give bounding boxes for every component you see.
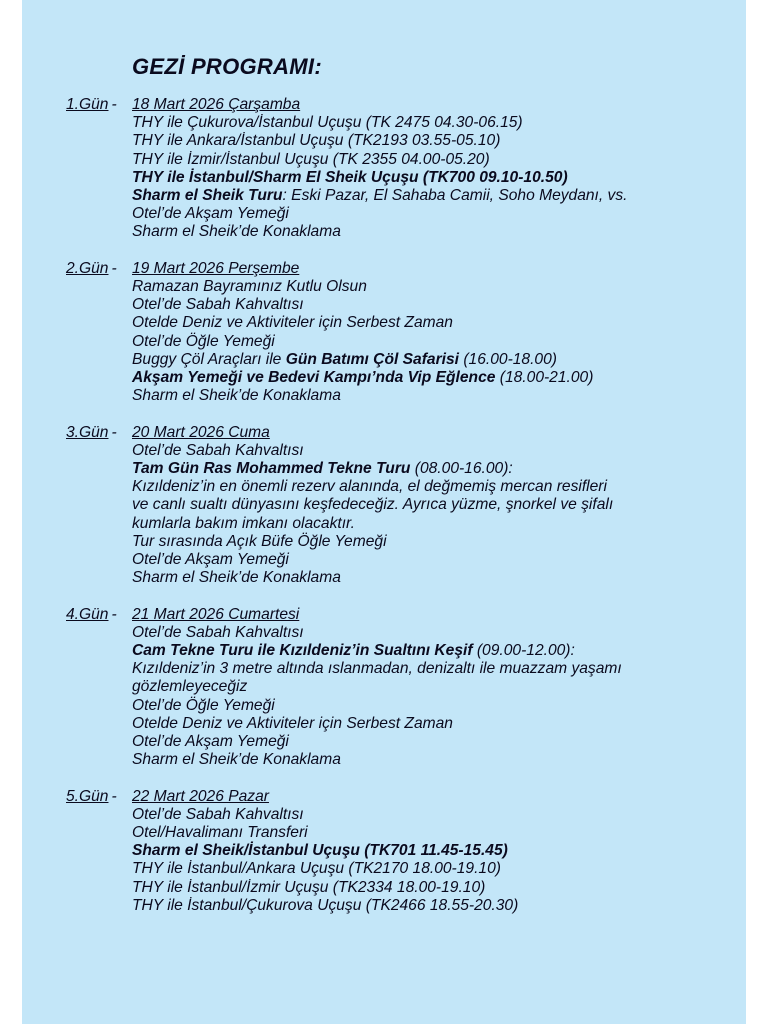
activity-text: Sharm el Sheik’de Konaklama xyxy=(132,751,341,769)
day-header xyxy=(66,96,736,114)
activity-text: (09.00-12.00): xyxy=(472,641,575,659)
activity-highlight: THY ile İstanbul/Sharm El Sheik Uçuşu (TK700 09.10-10.50) xyxy=(132,168,568,186)
activity-line xyxy=(132,369,736,387)
activity-text: Otel’de Öğle Yemeği xyxy=(132,332,275,350)
activity-line xyxy=(132,533,736,551)
day-date: 18 Mart 2026 Çarşamba xyxy=(132,96,301,113)
activity-text: Buggy Çöl Araçları ile xyxy=(132,350,286,368)
day-header xyxy=(66,260,736,278)
activity-line xyxy=(132,333,736,351)
activity-line xyxy=(132,187,736,205)
activity-text: THY ile İstanbul/İzmir Uçuşu (TK2334 18.00-19.10) xyxy=(132,878,486,896)
activity-line xyxy=(132,223,736,241)
activity-line xyxy=(132,114,736,132)
activity-line xyxy=(132,879,736,897)
activity-text: Otel’de Akşam Yemeği xyxy=(132,551,289,568)
activity-line xyxy=(132,897,736,915)
activity-highlight: Sharm el Sheik/İstanbul Uçuşu (TK701 11.45-15.45) xyxy=(132,842,508,860)
activity-text: Otel’de Akşam Yemeği xyxy=(132,733,289,750)
activity-line xyxy=(132,314,736,332)
day-activities xyxy=(66,624,736,770)
activity-line xyxy=(132,624,736,642)
activity-line xyxy=(132,660,736,678)
day-activities xyxy=(66,442,736,588)
day-number: 2.Gün xyxy=(66,259,109,277)
day-number: 5.Gün xyxy=(66,787,109,805)
day-section xyxy=(66,260,736,406)
activity-line xyxy=(132,733,736,751)
activity-line xyxy=(132,842,736,860)
activity-line xyxy=(132,496,736,514)
activity-line xyxy=(132,169,736,187)
activity-text: THY ile İzmir/İstanbul Uçuşu (TK 2355 04.00-05.20) xyxy=(132,150,490,168)
day-separator: - xyxy=(111,787,117,805)
day-separator: - xyxy=(111,423,117,441)
activity-line xyxy=(132,478,736,496)
activity-line xyxy=(132,715,736,733)
day-activities xyxy=(66,806,736,915)
day-section xyxy=(66,424,736,588)
activity-line xyxy=(132,460,736,478)
activity-text: kumlarla bakım imkanı olacaktır. xyxy=(132,514,356,532)
day-separator: - xyxy=(111,259,117,277)
activity-text: Kızıldeniz’in 3 metre altında ıslanmadan, denizaltı ile muazzam yaşamı xyxy=(132,660,622,678)
day-header xyxy=(66,606,736,624)
activity-line xyxy=(132,751,736,769)
day-section xyxy=(66,788,736,915)
activity-line xyxy=(132,296,736,314)
activity-text: (18.00-21.00) xyxy=(495,369,594,386)
activity-text: Otel’de Sabah Kahvaltısı xyxy=(132,296,304,314)
activity-line xyxy=(132,824,736,842)
page-title: GEZİ PROGRAMI: xyxy=(132,54,322,79)
day-section xyxy=(66,606,736,770)
day-separator: - xyxy=(111,96,117,113)
activity-line xyxy=(132,387,736,405)
activity-text: Kızıldeniz’in en önemli rezerv alanında, el değmemiş mercan resifleri xyxy=(132,478,607,496)
activity-line xyxy=(132,551,736,569)
activity-highlight: Akşam Yemeği ve Bedevi Kampı’nda Vip Eğlence xyxy=(132,369,496,386)
activity-line xyxy=(132,442,736,460)
activity-line xyxy=(132,642,736,660)
day-section xyxy=(66,96,736,242)
activity-line xyxy=(132,697,736,715)
activity-text: THY ile Çukurova/İstanbul Uçuşu (TK 2475 04.30-06.15) xyxy=(132,114,523,132)
activity-text: (08.00-16.00): xyxy=(410,459,513,477)
activity-text: Otel’de Öğle Yemeği xyxy=(132,696,275,714)
activity-line xyxy=(132,515,736,533)
activity-text: Otel’de Akşam Yemeği xyxy=(132,205,289,223)
activity-text: THY ile İstanbul/Çukurova Uçuşu (TK2466 18.55-20.30) xyxy=(132,896,519,914)
trip-program xyxy=(66,96,736,933)
activity-highlight: Sharm el Sheik Turu xyxy=(132,187,283,204)
activity-line xyxy=(132,205,736,223)
activity-line xyxy=(132,860,736,878)
day-header xyxy=(66,788,736,806)
activity-text: Otel’de Sabah Kahvaltısı xyxy=(132,805,304,823)
activity-text: Otel/Havalimanı Transferi xyxy=(132,823,308,841)
activity-text: (16.00-18.00) xyxy=(459,350,557,368)
activity-line xyxy=(132,351,736,369)
activity-text: ve canlı sualtı dünyasını keşfedeceğiz. Ayrıca yüzme, şnorkel ve şifalı xyxy=(132,496,614,514)
activity-highlight: Tam Gün Ras Mohammed Tekne Turu xyxy=(132,459,411,477)
activity-text: Sharm el Sheik’de Konaklama xyxy=(132,387,341,405)
brochure-page xyxy=(22,0,746,1024)
activity-line xyxy=(132,678,736,696)
day-date: 22 Mart 2026 Pazar xyxy=(132,787,269,805)
activity-highlight: Gün Batımı Çöl Safarisi xyxy=(285,350,460,368)
activity-text: gözlemleyeceğiz xyxy=(132,678,248,696)
activity-highlight: Cam Tekne Turu ile Kızıldeniz’in Sualtını Keşif xyxy=(132,641,473,659)
activity-line xyxy=(132,278,736,296)
activity-text: : Eski Pazar, El Sahaba Camii, Soho Meydanı, vs. xyxy=(282,187,628,204)
day-number: 1.Gün xyxy=(66,96,109,113)
day-date: 19 Mart 2026 Perşembe xyxy=(132,259,300,277)
day-number: 3.Gün xyxy=(66,423,109,441)
activity-text: Otelde Deniz ve Aktiviteler için Serbest Zaman xyxy=(132,314,453,332)
day-number: 4.Gün xyxy=(66,605,109,623)
activity-text: Otel’de Sabah Kahvaltısı xyxy=(132,623,304,641)
day-header xyxy=(66,424,736,442)
day-separator: - xyxy=(111,605,117,623)
activity-text: THY ile İstanbul/Ankara Uçuşu (TK2170 18.00-19.10) xyxy=(132,860,501,878)
activity-line xyxy=(132,806,736,824)
day-date: 20 Mart 2026 Cuma xyxy=(132,423,270,441)
activity-line xyxy=(132,569,736,587)
activity-text: Tur sırasında Açık Büfe Öğle Yemeği xyxy=(132,532,387,550)
day-date: 21 Mart 2026 Cumartesi xyxy=(132,605,300,623)
activity-text: Ramazan Bayramınız Kutlu Olsun xyxy=(132,277,367,295)
activity-line xyxy=(132,132,736,150)
activity-text: Otelde Deniz ve Aktiviteler için Serbest Zaman xyxy=(132,714,453,732)
activity-text: Sharm el Sheik’de Konaklama xyxy=(132,569,341,587)
activity-text: Otel’de Sabah Kahvaltısı xyxy=(132,441,304,459)
day-activities xyxy=(66,114,736,241)
activity-line xyxy=(132,151,736,169)
day-activities xyxy=(66,278,736,405)
activity-text: Sharm el Sheik’de Konaklama xyxy=(132,223,341,241)
activity-text: THY ile Ankara/İstanbul Uçuşu (TK2193 03.55-05.10) xyxy=(132,132,501,150)
